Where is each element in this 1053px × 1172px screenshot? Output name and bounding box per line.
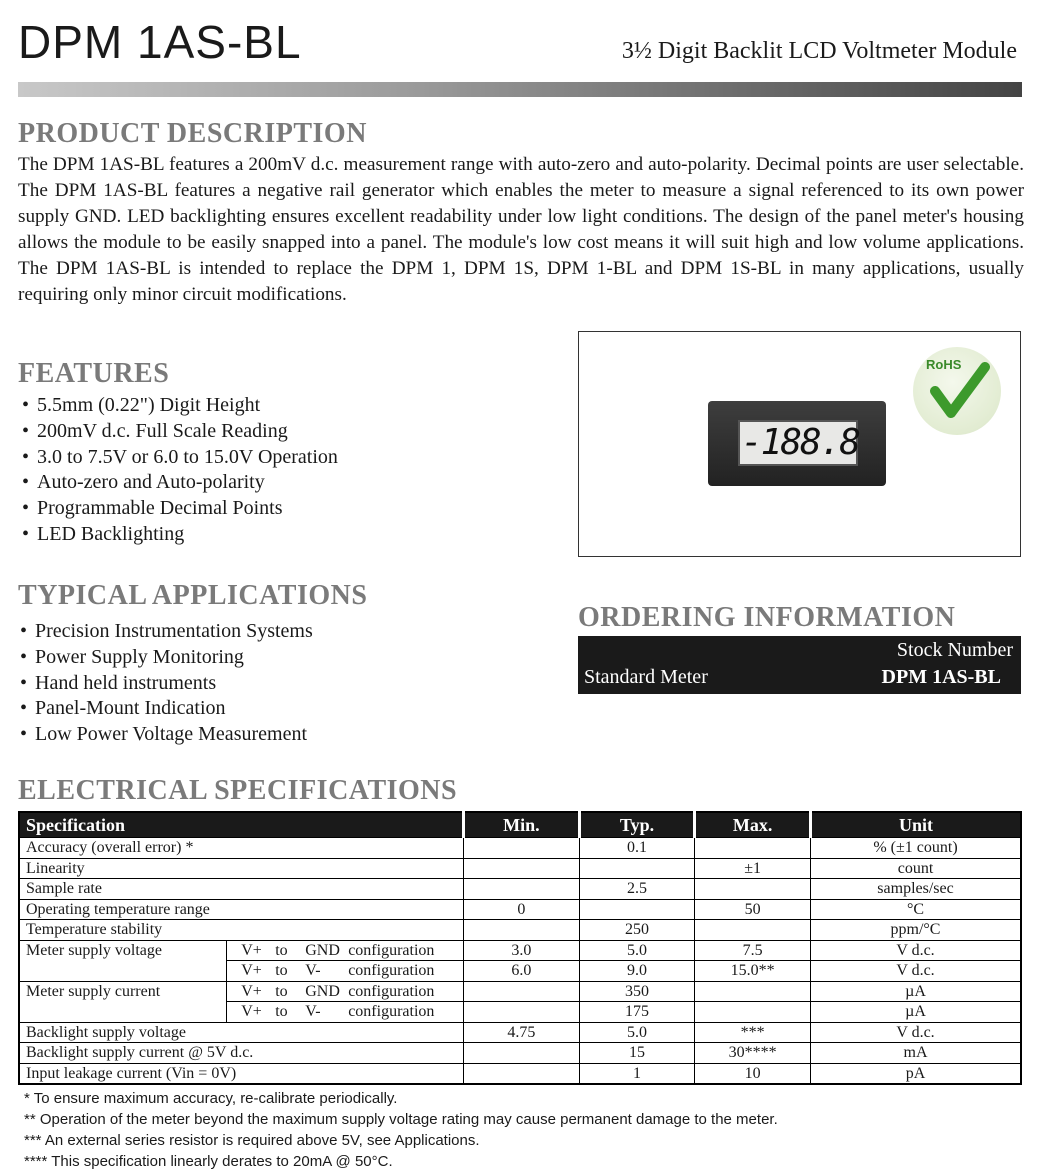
spec-typ: 15 [579, 1043, 695, 1064]
spec-max: 10 [695, 1063, 811, 1084]
spec-typ: 0.1 [579, 838, 695, 859]
spec-min: 3.0 [464, 940, 580, 961]
spec-name: Accuracy (overall error) * [19, 838, 464, 859]
config-to: to [275, 1003, 288, 1021]
spec-name: Meter supply voltage [19, 940, 227, 981]
config-to: to [275, 941, 288, 959]
spec-max: 15.0** [695, 961, 811, 982]
spec-min [464, 981, 580, 1002]
spec-typ: 5.0 [579, 1022, 695, 1043]
ordering-heading: ORDERING INFORMATION [578, 602, 956, 633]
application-item: • Low Power Voltage Measurement [20, 722, 313, 748]
spec-typ: 5.0 [579, 940, 695, 961]
config-from: V+ [241, 982, 262, 1000]
spec-max [695, 879, 811, 900]
config-label: configuration [348, 1003, 435, 1021]
spec-min [464, 879, 580, 900]
ordering-item-label: Standard Meter [584, 666, 708, 688]
spec-unit: % (±1 count) [811, 838, 1021, 859]
footnote: ** Operation of the meter beyond the maximum supply voltage rating may cause permanent damage to the meter. [24, 1111, 778, 1128]
spec-min: 6.0 [464, 961, 580, 982]
spec-name: Input leakage current (Vin = 0V) [19, 1063, 464, 1084]
spec-name: Linearity [19, 858, 464, 879]
table-row [19, 940, 1021, 961]
config-ref: V- [305, 1003, 321, 1021]
applications-heading: TYPICAL APPLICATIONS [18, 580, 368, 611]
spec-max: 7.5 [695, 940, 811, 961]
spec-unit: mA [811, 1043, 1021, 1064]
applications-list [20, 619, 313, 748]
footnote: * To ensure maximum accuracy, re-calibrate periodically. [24, 1090, 398, 1107]
lcd-reading: -188.8 [741, 422, 860, 463]
spec-typ: 1 [579, 1063, 695, 1084]
spec-max: 50 [695, 899, 811, 920]
footnote: **** This specification linearly derates to 20mA @ 50°C. [24, 1153, 393, 1170]
spec-name: Backlight supply voltage [19, 1022, 464, 1043]
spec-configuration [227, 961, 464, 982]
table-row [19, 1063, 1021, 1084]
spec-max: ±1 [695, 858, 811, 879]
config-label: configuration [348, 982, 435, 1000]
spec-max: *** [695, 1022, 811, 1043]
application-item: • Precision Instrumentation Systems [20, 619, 313, 645]
table-row [19, 981, 1021, 1002]
rohs-badge-label: RoHS [926, 357, 962, 372]
table-row [19, 879, 1021, 900]
config-ref: GND [305, 982, 340, 1000]
application-item: • Hand held instruments [20, 671, 313, 697]
config-label: configuration [348, 941, 435, 959]
spec-min [464, 920, 580, 941]
spec-typ: 2.5 [579, 879, 695, 900]
config-to: to [275, 962, 288, 980]
spec-min [464, 1002, 580, 1023]
feature-item: • Auto-zero and Auto-polarity [22, 470, 338, 496]
table-header-row [19, 812, 1021, 838]
col-header-max: Max. [695, 812, 811, 838]
table-row [19, 899, 1021, 920]
spec-typ: 250 [579, 920, 695, 941]
footnotes [24, 1088, 778, 1172]
spec-name: Operating temperature range [19, 899, 464, 920]
spec-unit: µA [811, 981, 1021, 1002]
application-item: • Panel-Mount Indication [20, 696, 313, 722]
spec-name: Sample rate [19, 879, 464, 900]
electrical-specs-heading: ELECTRICAL SPECIFICATIONS [18, 775, 458, 806]
config-ref: V- [305, 962, 321, 980]
spec-max: 30**** [695, 1043, 811, 1064]
spec-unit: samples/sec [811, 879, 1021, 900]
config-from: V+ [241, 1003, 262, 1021]
stock-number-header: Stock Number [896, 639, 1013, 661]
spec-max [695, 920, 811, 941]
spec-min: 4.75 [464, 1022, 580, 1043]
spec-max [695, 981, 811, 1002]
features-list [22, 393, 338, 548]
table-row [19, 838, 1021, 859]
feature-item: • 3.0 to 7.5V or 6.0 to 15.0V Operation [22, 445, 338, 471]
spec-configuration [227, 940, 464, 961]
spec-name: Backlight supply current @ 5V d.c. [19, 1043, 464, 1064]
spec-unit: ppm/°C [811, 920, 1021, 941]
spec-unit: count [811, 858, 1021, 879]
spec-max [695, 838, 811, 859]
spec-unit: °C [811, 899, 1021, 920]
config-from: V+ [241, 941, 262, 959]
stock-number-value: DPM 1AS-BL [881, 666, 1001, 688]
document-subtitle: 3½ Digit Backlit LCD Voltmeter Module [621, 38, 1017, 64]
spec-configuration [227, 1002, 464, 1023]
config-ref: GND [305, 941, 340, 959]
spec-min: 0 [464, 899, 580, 920]
spec-typ: 9.0 [579, 961, 695, 982]
spec-configuration [227, 981, 464, 1002]
spec-min [464, 1063, 580, 1084]
spec-name: Temperature stability [19, 920, 464, 941]
spec-name: Meter supply current [19, 981, 227, 1022]
feature-item: • 200mV d.c. Full Scale Reading [22, 419, 338, 445]
spec-typ: 175 [579, 1002, 695, 1023]
table-row [19, 920, 1021, 941]
spec-unit: V d.c. [811, 940, 1021, 961]
col-header-unit: Unit [811, 812, 1021, 838]
spec-unit: pA [811, 1063, 1021, 1084]
application-item: • Power Supply Monitoring [20, 645, 313, 671]
table-row [19, 1043, 1021, 1064]
spec-typ [579, 899, 695, 920]
table-row [19, 858, 1021, 879]
config-from: V+ [241, 962, 262, 980]
header-gradient-bar [18, 82, 1022, 97]
footnote: *** An external series resistor is required above 5V, see Applications. [24, 1132, 480, 1149]
electrical-specs-table [18, 811, 1022, 1085]
config-label: configuration [348, 962, 435, 980]
spec-min [464, 858, 580, 879]
feature-item: • Programmable Decimal Points [22, 496, 338, 522]
col-header-specification: Specification [19, 812, 464, 838]
spec-typ: 350 [579, 981, 695, 1002]
col-header-min: Min. [464, 812, 580, 838]
feature-item: • LED Backlighting [22, 522, 338, 548]
spec-unit: V d.c. [811, 1022, 1021, 1043]
table-row [19, 1022, 1021, 1043]
document-title: DPM 1AS-BL [18, 16, 302, 68]
spec-unit: V d.c. [811, 961, 1021, 982]
spec-typ [579, 858, 695, 879]
spec-unit: µA [811, 1002, 1021, 1023]
config-to: to [275, 982, 288, 1000]
spec-min [464, 838, 580, 859]
features-heading: FEATURES [18, 358, 170, 389]
product-description-heading: PRODUCT DESCRIPTION [18, 118, 367, 149]
feature-item: • 5.5mm (0.22") Digit Height [22, 393, 338, 419]
spec-max [695, 1002, 811, 1023]
spec-min [464, 1043, 580, 1064]
col-header-typ: Typ. [579, 812, 695, 838]
product-description-text: The DPM 1AS-BL features a 200mV d.c. measurement range with auto-zero and auto-polarity. Decimal points are user selectable. The DPM 1AS-BL features a negative rail generator which enables the meter to measure a signal referenced to its own power supply GND. LED backlighting ensures excellent readability under low light conditions. The design of the panel meter's housing allows the module to be easily snapped into a panel. The module's low cost means it will suit high and low volume applications. The DPM 1AS-BL is intended to replace the DPM 1, DPM 1S, DPM 1-BL and DPM 1S-BL in many applications, usually requiring only minor circuit modifications. [18, 154, 1024, 305]
